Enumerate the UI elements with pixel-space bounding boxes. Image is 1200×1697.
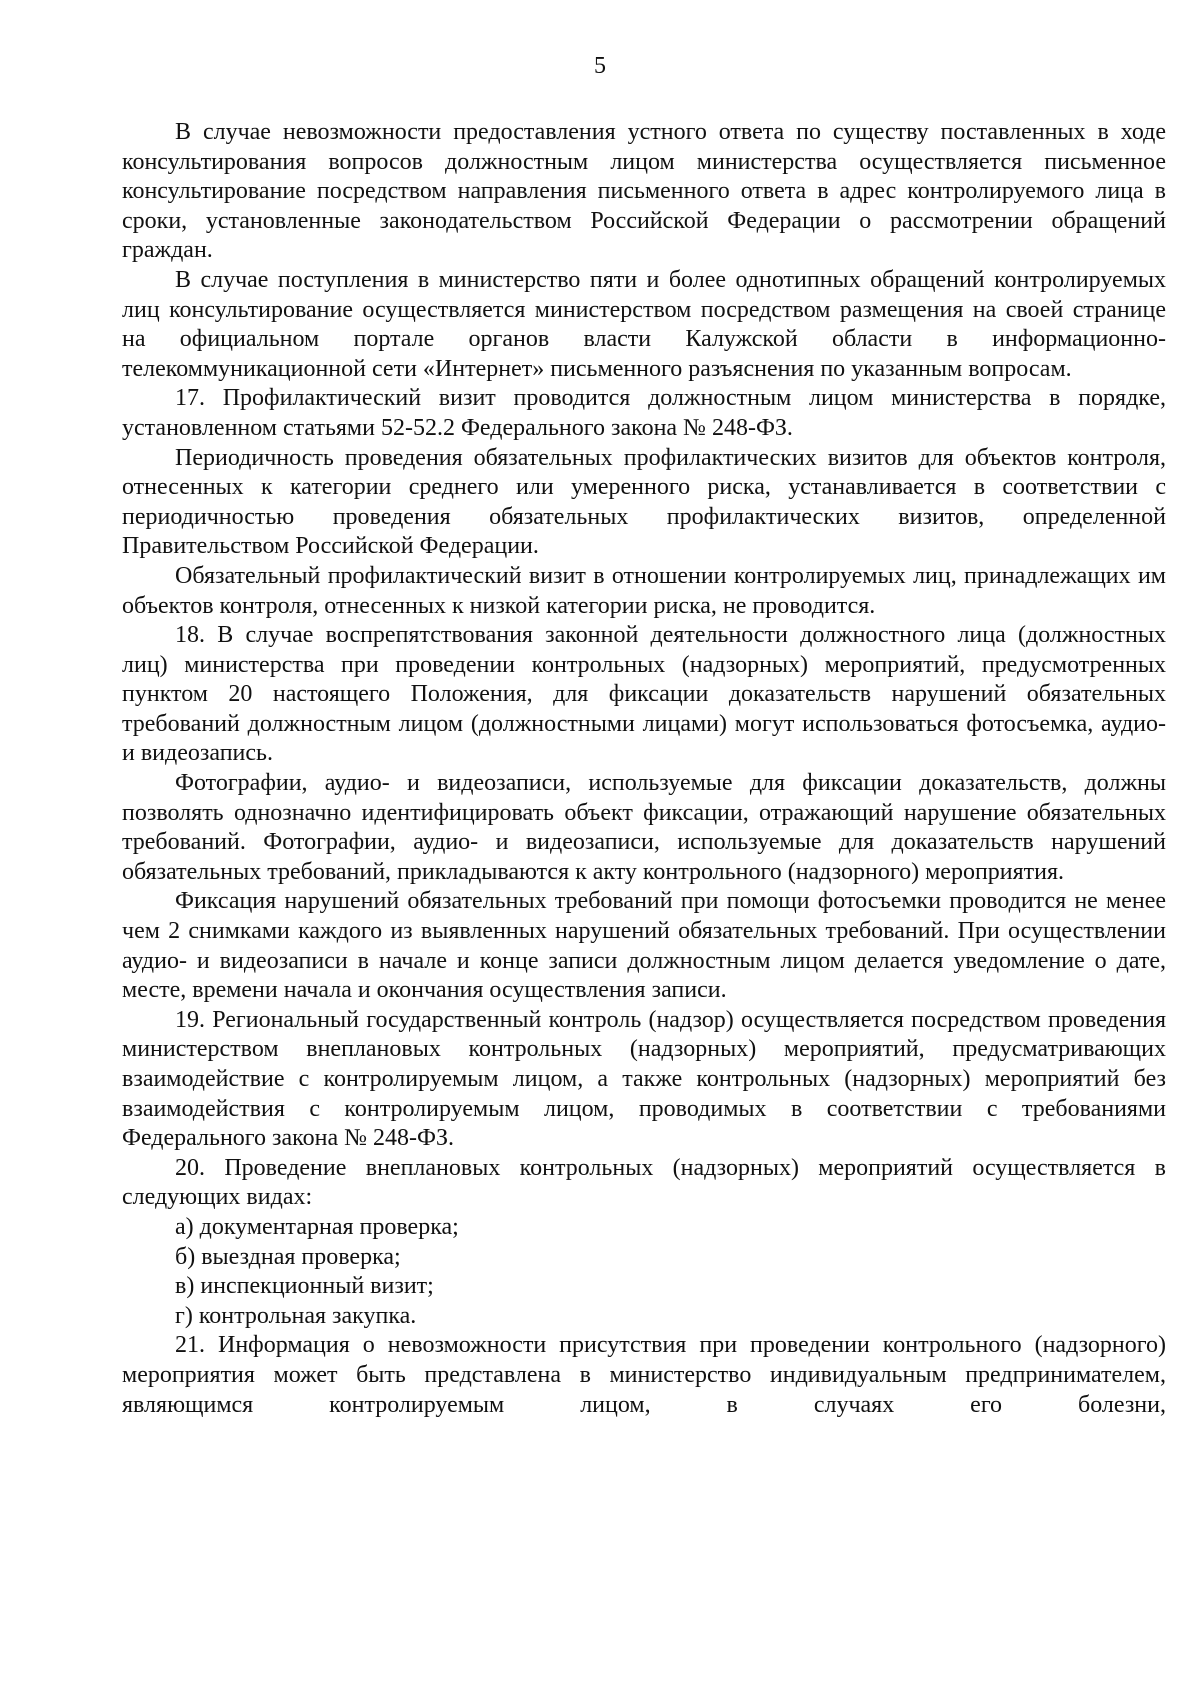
list-item-c: в) инспекционный визит; — [175, 1273, 434, 1300]
document-body — [122, 118, 1166, 1420]
paragraph-19-regional-control: 19. Региональный государственный контроль (надзор) осуществляется посредством проведения министерством внеплановых контрольных (надзорных) мероприятий, предусматривающих взаимодействие с контролируемым лицом, а также контрольных (надзорных) мероприятий без взаимодействия с контролируемым лицом, проводимых в соответствии с требованиями Федерального закона № 248-ФЗ. — [122, 1006, 1166, 1152]
paragraph-20-unscheduled-events: 20. Проведение внеплановых контрольных (надзорных) мероприятий осуществляется в следующих видах: — [122, 1154, 1166, 1211]
list-item-a: а) документарная проверка; — [175, 1213, 459, 1240]
paragraph-similar-requests: В случае поступления в министерство пяти и более однотипных обращений контролируемых лиц консультирование осуществляется министерством посредством размещения на своей странице на официальном портале органов власти Калужской области в информационно-телекоммуникационной сети «Интернет» письменного разъяснения по указанным вопросам. — [122, 266, 1166, 382]
paragraph-written-consultation: В случае невозможности предоставления устного ответа по существу поставленных в ходе консультирования вопросов должностным лицом министерства осуществляется письменное консультирование посредством направления письменного ответа в адрес контролируемого лица в сроки, установленные законодательством Российской Федерации о рассмотрении обращений граждан. — [122, 119, 1166, 264]
paragraph-photo-fixation: Фиксация нарушений обязательных требований при помощи фотосъемки проводится не менее чем 2 снимками каждого из выявленных нарушений обязательных требований. При осуществлении аудио- и видеозаписи в начале и конце записи должностным лицом делается уведомление о дате, месте, времени начала и окончания осуществления записи. — [122, 888, 1166, 1004]
paragraph-21-absence-info: 21. Информация о невозможности присутствия при проведении контрольного (надзорного) мероприятия может быть представлена в министерство индивидуальным предпринимателем, являющимся контролируемым лицом, в случаях его болезни, — [122, 1332, 1166, 1418]
paragraph-photo-video-evidence: Фотографии, аудио- и видеозаписи, используемые для фиксации доказательств, должны позволять однозначно идентифицировать объект фиксации, отражающий нарушение обязательных требований. Фотографии, аудио- и видеозаписи, используемые для доказательств нарушений обязательных требований, прикладываются к акту контрольного (надзорного) мероприятия. — [122, 770, 1166, 885]
paragraph-low-risk-visit: Обязательный профилактический визит в отношении контролируемых лиц, принадлежащих им объектов контроля, отнесенных к низкой категории риска, не проводится. — [122, 562, 1166, 619]
list-item-b: б) выездная проверка; — [175, 1243, 401, 1270]
paragraph-18-obstruction: 18. В случае воспрепятствования законной деятельности должностного лица (должностных лиц) министерства при проведении контрольных (надзорных) мероприятий, предусмотренных пунктом 20 настоящего Положения, для фиксации доказательств нарушений обязательных требований должностным лицом (должностными лицами) могут использоваться фотосъемка, аудио- и видеозапись. — [122, 622, 1166, 767]
page-number: 5 — [594, 53, 606, 79]
list-item-d: г) контрольная закупка. — [175, 1302, 417, 1329]
paragraph-17-preventive-visit: 17. Профилактический визит проводится должностным лицом министерства в порядке, установленном статьями 52-52.2 Федерального закона № 248-ФЗ. — [122, 385, 1166, 441]
paragraph-visit-periodicity: Периодичность проведения обязательных профилактических визитов для объектов контроля, отнесенных к категории среднего или умеренного риска, устанавливается в соответствии с периодичностью проведения обязательных профилактических визитов, определенной Правительством Российской Федерации. — [122, 444, 1166, 560]
